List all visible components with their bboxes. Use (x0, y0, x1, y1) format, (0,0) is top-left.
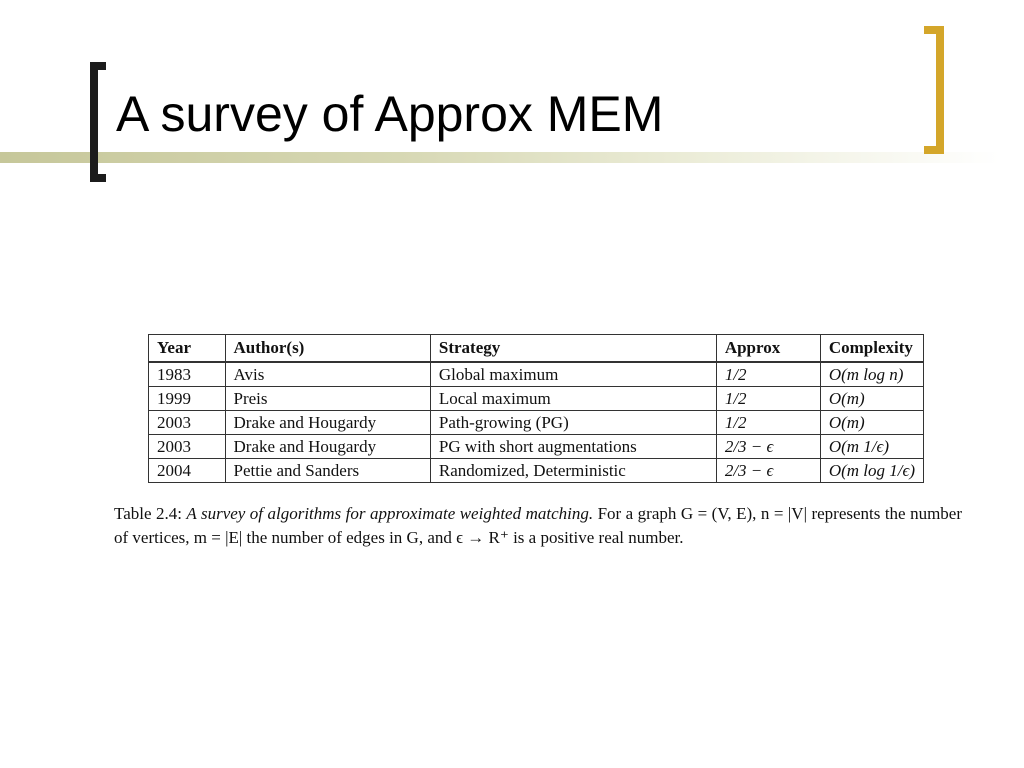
cell-strategy: Randomized, Deterministic (430, 459, 716, 483)
table-row (149, 362, 924, 387)
header-strategy: Strategy (430, 335, 716, 363)
cell-year: 2004 (149, 459, 226, 483)
table-row (149, 459, 924, 483)
cell-strategy: Path-growing (PG) (430, 411, 716, 435)
slide-title: A survey of Approx MEM (116, 86, 664, 142)
cell-strategy: Global maximum (430, 362, 716, 387)
cell-approx: 1/2 (716, 387, 820, 411)
cell-complexity: O(m) (820, 411, 923, 435)
cell-complexity: O(m) (820, 387, 923, 411)
cell-approx: 2/3 − ϵ (716, 435, 820, 459)
cell-authors: Preis (225, 387, 430, 411)
header-authors: Author(s) (225, 335, 430, 363)
table-header-row (149, 335, 924, 363)
cell-strategy: PG with short augmentations (430, 435, 716, 459)
table-caption (114, 502, 962, 550)
cell-complexity: O(m log 1/ϵ) (820, 459, 923, 483)
cell-authors: Drake and Hougardy (225, 435, 430, 459)
caption-title: A survey of algorithms for approximate weighted matching. (186, 504, 594, 523)
caption-label: Table 2.4: (114, 504, 182, 523)
cell-authors: Drake and Hougardy (225, 411, 430, 435)
survey-table (148, 334, 924, 483)
table-row (149, 411, 924, 435)
header-approx: Approx (716, 335, 820, 363)
right-bracket-decoration (924, 26, 944, 154)
table-row (149, 435, 924, 459)
caption-body: For a graph G = (V, E), n = |V| represents the number of vertices, m = |E| the number of edges in G, and ϵ → R⁺ is a positive real number. (114, 504, 962, 547)
cell-authors: Avis (225, 362, 430, 387)
cell-complexity: O(m log n) (820, 362, 923, 387)
cell-complexity: O(m 1/ϵ) (820, 435, 923, 459)
cell-year: 2003 (149, 435, 226, 459)
cell-authors: Pettie and Sanders (225, 459, 430, 483)
cell-year: 2003 (149, 411, 226, 435)
title-underline (0, 152, 1000, 163)
header-year: Year (149, 335, 226, 363)
header-complexity: Complexity (820, 335, 923, 363)
cell-approx: 1/2 (716, 411, 820, 435)
cell-approx: 2/3 − ϵ (716, 459, 820, 483)
table-row (149, 387, 924, 411)
cell-year: 1983 (149, 362, 226, 387)
cell-year: 1999 (149, 387, 226, 411)
cell-approx: 1/2 (716, 362, 820, 387)
left-bracket-decoration (90, 62, 106, 182)
cell-strategy: Local maximum (430, 387, 716, 411)
